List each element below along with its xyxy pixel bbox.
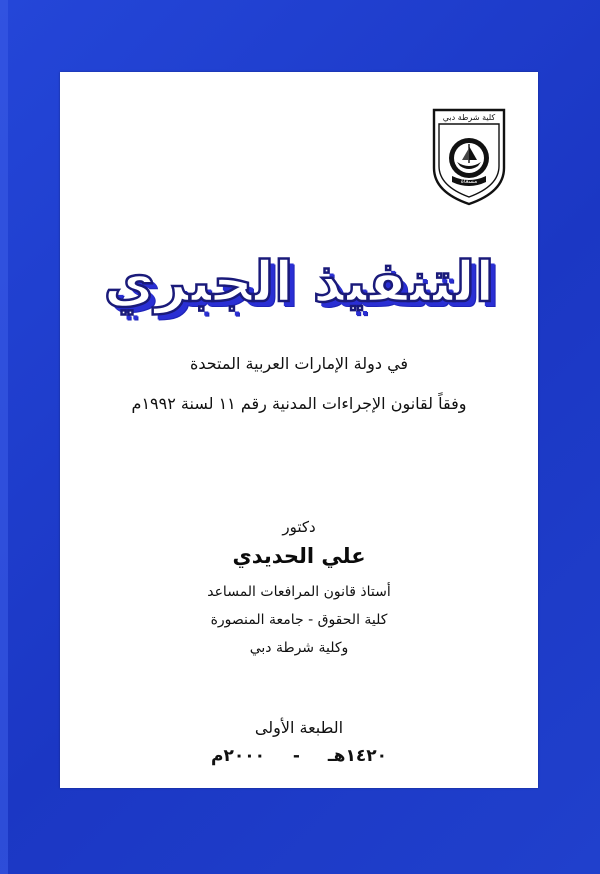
edition-label: الطبعة الأولى: [254, 718, 344, 737]
book-title: التنفيذ الجبري: [103, 250, 495, 315]
cover-page: [60, 72, 538, 788]
author-title: دكتور: [282, 518, 316, 536]
subtitle-line-1: في دولة الإمارات العربية المتحدة: [189, 354, 409, 373]
date-gregorian: ٢٠٠٠م: [210, 746, 265, 766]
date-hijri: ١٤٢٠هـ: [327, 746, 387, 766]
author-name: علي الحديدي: [232, 544, 366, 568]
crest-base-label: مسعاة: [460, 178, 478, 185]
author-position-3: وكلية شرطة دبي: [249, 640, 349, 656]
author-position-2: كلية الحقوق - جامعة المنصورة: [210, 612, 388, 628]
publication-date: [60, 746, 538, 766]
police-college-crest-icon: [430, 106, 508, 206]
book-spine-edge: [0, 0, 8, 874]
subtitle-line-2: وفقاً لقانون الإجراءات المدنية رقم ١١ لسنة ١٩٩٢م: [131, 394, 467, 413]
date-separator: -: [292, 746, 300, 766]
crest-caption: كلية شرطة دبي: [442, 113, 496, 122]
author-position-1: أستاذ قانون المرافعات المساعد: [207, 584, 391, 600]
